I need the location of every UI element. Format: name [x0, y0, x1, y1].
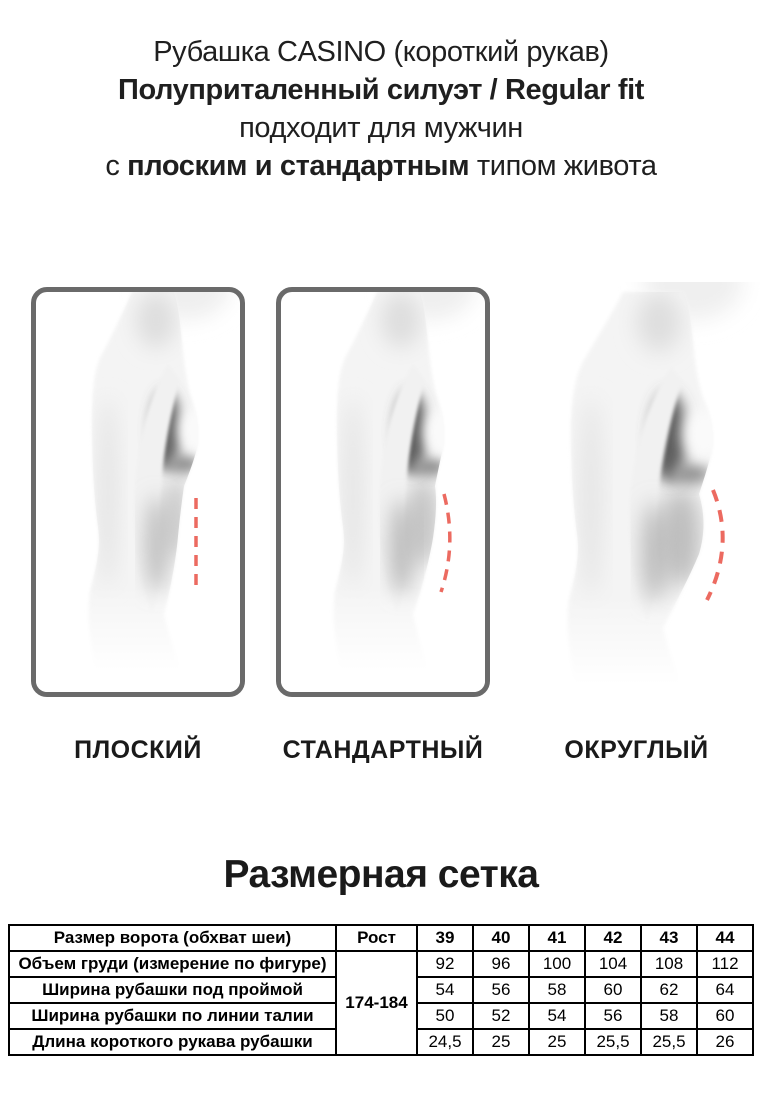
cell-chest-43: 108	[641, 951, 697, 977]
suitability-line: подходит для мужчин	[239, 112, 523, 144]
torso-illustration-flat	[36, 292, 240, 692]
cell-waist-42: 56	[585, 1003, 641, 1029]
col-header-size-42: 42	[585, 925, 641, 951]
row-label-waist-width: Ширина рубашки по линии талии	[9, 1003, 336, 1029]
figure-box-flat	[31, 287, 245, 697]
col-header-size-44: 44	[697, 925, 753, 951]
torso-illustration-standard	[281, 292, 485, 692]
cell-sleeve-43: 25,5	[641, 1029, 697, 1055]
figure-label-flat: ПЛОСКИЙ	[74, 736, 202, 764]
figure-round	[513, 282, 760, 707]
cell-armpit-39: 54	[417, 977, 473, 1003]
cell-armpit-43: 62	[641, 977, 697, 1003]
belly-line-marker-round	[707, 490, 723, 600]
col-header-collar: Размер ворота (обхват шеи)	[9, 925, 336, 951]
cell-sleeve-40: 25	[473, 1029, 529, 1055]
cell-armpit-40: 56	[473, 977, 529, 1003]
product-title: Рубашка CASINO (короткий рукав)	[153, 36, 609, 68]
cell-waist-43: 58	[641, 1003, 697, 1029]
figure-label-standard: СТАНДАРТНЫЙ	[282, 736, 484, 764]
torso-illustration-round	[513, 282, 760, 707]
row-label-sleeve-length: Длина короткого рукава рубашки	[9, 1029, 336, 1055]
col-header-size-40: 40	[473, 925, 529, 951]
col-header-height: Рост	[336, 925, 417, 951]
cell-sleeve-42: 25,5	[585, 1029, 641, 1055]
belly-type-prefix: с	[105, 150, 128, 182]
table-header-row	[9, 925, 753, 951]
belly-type-bold: плоским и стандартным	[127, 150, 470, 182]
row-label-armpit-width: Ширина рубашки под проймой	[9, 977, 336, 1003]
height-range-cell: 174-184	[336, 951, 417, 1055]
cell-chest-42: 104	[585, 951, 641, 977]
cell-waist-41: 54	[529, 1003, 585, 1029]
cell-armpit-42: 60	[585, 977, 641, 1003]
cell-sleeve-44: 26	[697, 1029, 753, 1055]
header	[0, 33, 762, 185]
belly-line-marker-standard	[441, 494, 450, 592]
cell-waist-40: 52	[473, 1003, 529, 1029]
cell-chest-40: 96	[473, 951, 529, 977]
belly-type-suffix: типом живота	[469, 150, 657, 182]
cell-sleeve-41: 25	[529, 1029, 585, 1055]
figure-label-round: ОКРУГЛЫЙ	[564, 736, 709, 764]
size-chart-title: Размерная сетка	[223, 853, 539, 896]
size-chart-table	[8, 924, 754, 1056]
cell-chest-44: 112	[697, 951, 753, 977]
row-label-chest: Объем груди (измерение по фигуре)	[9, 951, 336, 977]
col-header-size-43: 43	[641, 925, 697, 951]
col-header-size-39: 39	[417, 925, 473, 951]
cell-waist-39: 50	[417, 1003, 473, 1029]
cell-waist-44: 60	[697, 1003, 753, 1029]
col-header-size-41: 41	[529, 925, 585, 951]
cell-chest-41: 100	[529, 951, 585, 977]
fit-subtitle: Полуприталенный силуэт / Regular fit	[118, 74, 644, 106]
cell-armpit-44: 64	[697, 977, 753, 1003]
cell-armpit-41: 58	[529, 977, 585, 1003]
table-row-chest	[9, 951, 753, 977]
cell-sleeve-39: 24,5	[417, 1029, 473, 1055]
cell-chest-39: 92	[417, 951, 473, 977]
belly-type-line	[0, 147, 762, 185]
figure-box-standard	[276, 287, 490, 697]
